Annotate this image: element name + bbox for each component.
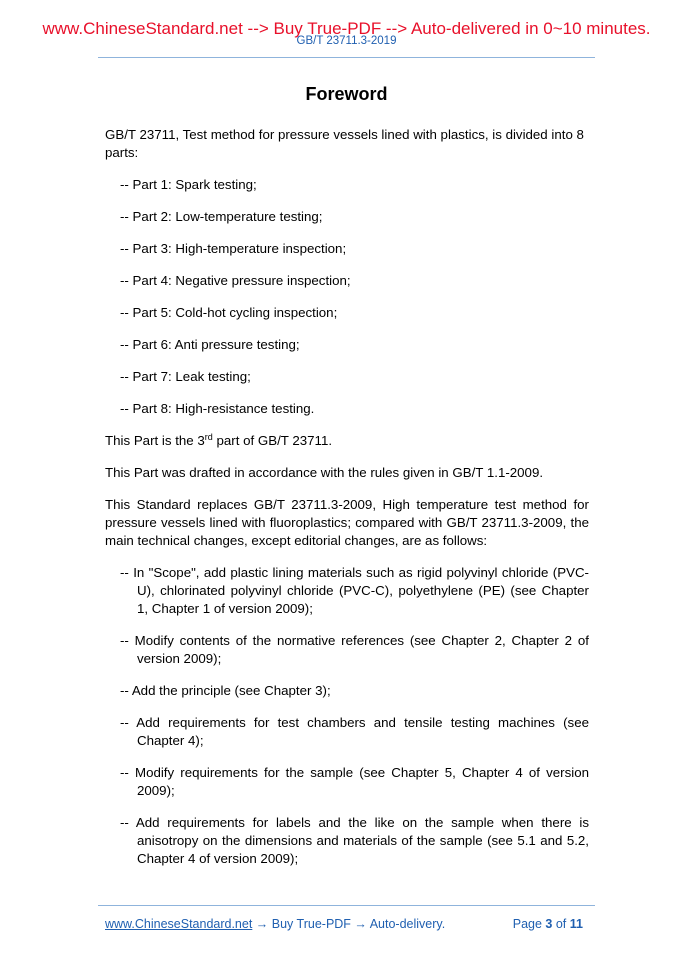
page-title: Foreword — [305, 84, 388, 104]
part-statement — [105, 432, 589, 450]
page-of: of — [555, 917, 567, 931]
parts-list — [105, 176, 589, 418]
list-item: -- Part 3: High-temperature inspection; — [120, 241, 347, 256]
intro-paragraph: GB/T 23711, Test method for pressure vessels lined with plastics, is divided into 8 parts: — [105, 127, 584, 160]
changes-list — [105, 564, 589, 868]
ordinal-superscript: rd — [204, 432, 213, 442]
list-item: -- Part 8: High-resistance testing. — [120, 401, 315, 416]
promo-banner[interactable]: www.ChineseStandard.net --> Buy True-PDF --> Auto-delivered in 0~10 minutes. — [42, 19, 651, 38]
list-item: -- Modify requirements for the sample (see Chapter 5, Chapter 4 of version 2009); — [120, 765, 589, 798]
list-item: -- Add requirements for labels and the like on the sample when there is anisotropy on the dimensions and materials of the sample (see 5.1 and 5.2, Chapter 4 of version 2009); — [120, 815, 589, 866]
page-label: Page — [512, 917, 542, 931]
list-item: -- Modify contents of the normative references (see Chapter 2, Chapter 2 of version 2009); — [120, 633, 589, 666]
page-total: 11 — [569, 917, 583, 931]
page-footer — [105, 916, 589, 934]
list-item: -- Part 1: Spark testing; — [120, 177, 257, 192]
footer-divider — [98, 905, 595, 906]
list-item: -- In "Scope", add plastic lining materials such as rigid polyvinyl chloride (PVC-U), chlorinated polyvinyl chloride (PVC-C), polyethylene (PE) (see Chapter 1, Chapter 1 of version 2009); — [120, 565, 589, 616]
list-item: -- Part 2: Low-temperature testing; — [120, 209, 323, 224]
list-item: -- Part 5: Cold-hot cycling inspection; — [120, 305, 338, 320]
footer-link[interactable]: www.ChineseStandard.net — [105, 917, 253, 931]
drafted-paragraph: This Part was drafted in accordance with the rules given in GB/T 1.1-2009. — [105, 465, 544, 480]
list-item: -- Part 7: Leak testing; — [120, 369, 251, 384]
page-number — [513, 916, 583, 932]
header-divider — [98, 57, 595, 58]
footer-text: → Buy True-PDF → Auto-delivery. — [252, 917, 446, 931]
list-item: -- Add the principle (see Chapter 3); — [120, 683, 331, 698]
document-id: GB/T 23711.3-2019 — [296, 35, 397, 47]
list-item: -- Add requirements for test chambers and tensile testing machines (see Chapter 4); — [120, 715, 589, 748]
page-current: 3 — [545, 917, 553, 931]
list-item: -- Part 6: Anti pressure testing; — [120, 337, 300, 352]
document-body — [105, 126, 589, 882]
list-item: -- Part 4: Negative pressure inspection; — [120, 273, 351, 288]
part-statement-prefix: This Part is the 3 — [105, 433, 205, 448]
replaces-paragraph: This Standard replaces GB/T 23711.3-2009, High temperature test method for pressure vessels lined with fluoroplastics; compared with GB/T 23711.3-2009, the main technical changes, except editorial changes, are as follows: — [105, 497, 589, 548]
part-statement-suffix: part of GB/T 23711. — [212, 433, 333, 448]
